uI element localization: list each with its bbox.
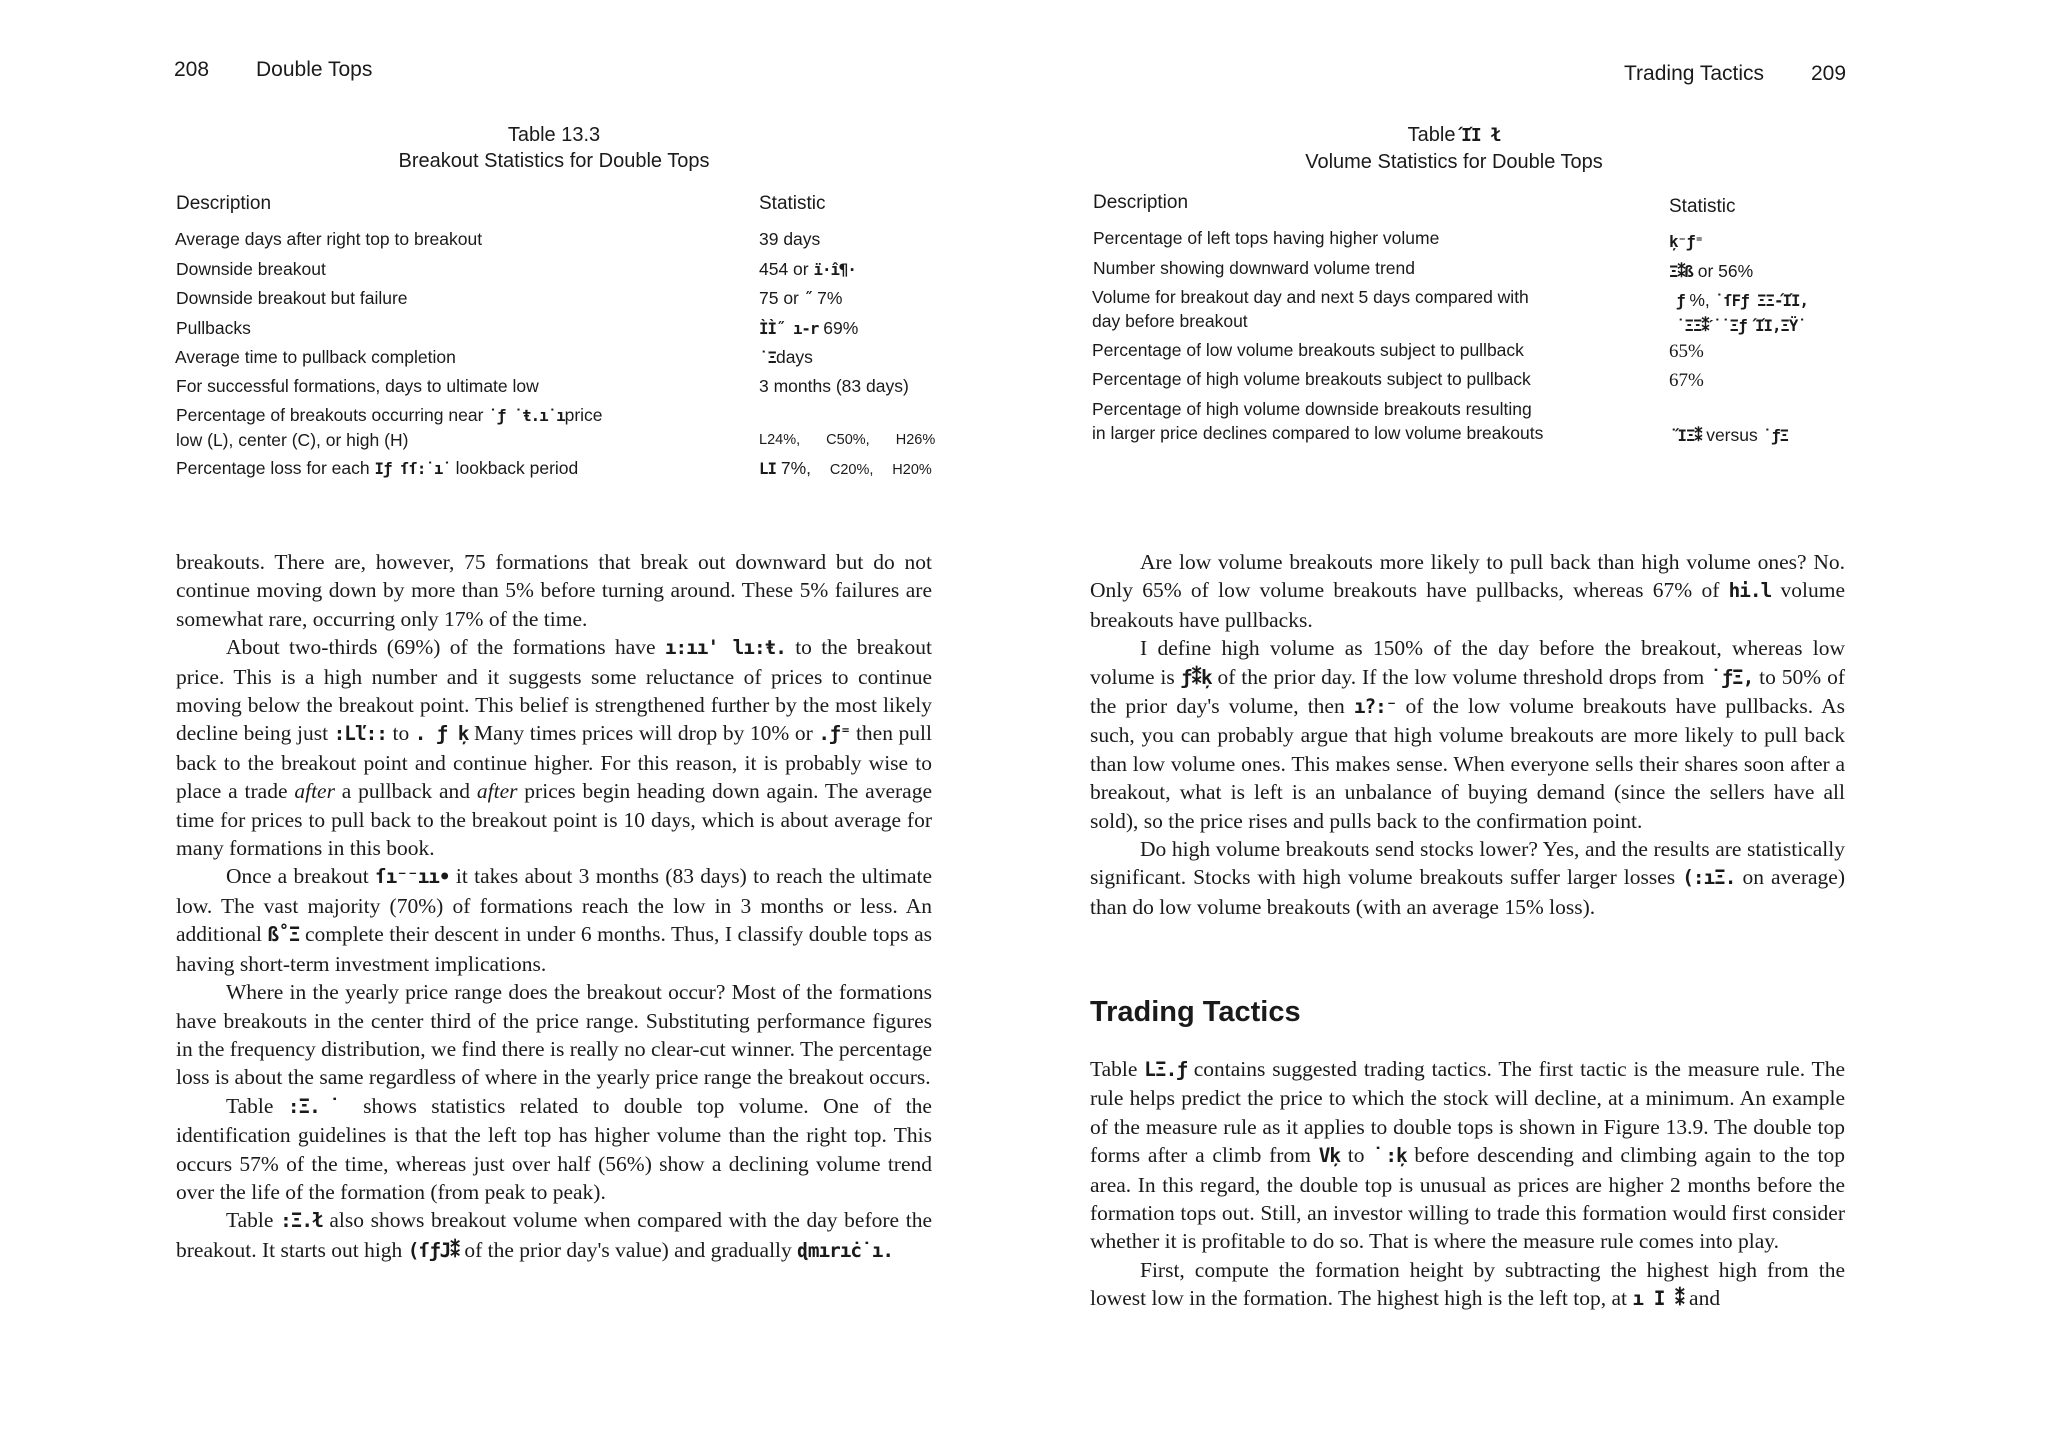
table-row-desc: Downside breakout — [176, 259, 326, 279]
table-row-stat: 3 months (83 days) — [759, 376, 909, 396]
table-row-stat: ƒ %, ˙ſFƒ ΞΞ-ΊΊ, ˙ΞΞ⁑ˊ˙˙Ξƒ ΊΊ,ΞŸ˙ — [1676, 290, 1808, 335]
table-row-stat: 39 days — [759, 229, 821, 249]
table-row-stat: ķ⁻ƒ⁼ — [1669, 232, 1703, 251]
table-caption — [174, 122, 934, 174]
garbled-glyphs: hi.l — [1728, 579, 1772, 603]
page-number: 208 — [174, 58, 210, 81]
garbled-glyphs: . ƒ ķ — [414, 722, 469, 746]
left-body-text — [176, 548, 932, 1265]
text-run: Table — [226, 1093, 288, 1118]
table-row-desc: Average days after right top to breakout — [175, 229, 483, 249]
text-run: Table — [226, 1208, 281, 1233]
text-run: of the prior day. If the low volume threshold drops from — [1211, 664, 1711, 689]
table-row-stat: 65% — [1669, 341, 1704, 362]
running-head: Double Tops — [256, 58, 373, 81]
text-run: breakouts. There are, however, 75 formations that break out downward but do not continue moving down by more than 5% before turning around. These 5% failures are somewhat rare, occurring only 17% of the time. — [176, 550, 932, 631]
paragraph — [176, 1092, 932, 1207]
text-run: also shows breakout volume when compared with the day before the breakout. It starts out high — [176, 1208, 932, 1262]
text-run: on average) than do low volume breakouts (with an average 15% loss). — [1090, 865, 1845, 919]
table-header-statistic: Statistic — [759, 193, 826, 214]
text-run: volume breakouts have pullbacks. — [1090, 578, 1845, 632]
garbled-glyphs: :Ξ.ł — [280, 1209, 323, 1233]
paragraph — [1090, 634, 1845, 835]
garbled-glyphs: ß˚Ξ — [267, 923, 300, 947]
table-row-stat: 454 or ï·î¶· — [759, 259, 856, 279]
text-run: contains suggested trading tactics. The first tactic is the measure rule. The rule helps predict the price to which the stock will decline, at a minimum. An example of the measure rule as it applies to double tops is shown in Figure 13.9. The double top forms after a climb from — [1090, 1057, 1845, 1168]
table-row-desc: Number showing downward volume trend — [1093, 258, 1415, 278]
table-header-statistic: Statistic — [1669, 196, 1736, 217]
paragraph — [176, 633, 932, 862]
text-run: to the breakout price. This is a high number and it suggests some reluctance of prices to continue moving below the breakout point. This belief is strengthened further by the most likely decline being just — [176, 635, 932, 746]
text-run: prices begin heading down again. The average time for prices to pull back to the breakout point is 10 days, which is about average for many formations in this book. — [176, 779, 932, 861]
text-run: before descending and climbing again to the top area. In this regard, the double top is unusual as prices are higher 2 months before the formation tops out. Still, an investor willing to trade this formation would first consider whether it is profitable to do so. That is where the measure rule comes into play. — [1090, 1143, 1845, 1254]
garbled-glyphs: .ƒ⁼ — [818, 722, 851, 746]
garbled-glyphs: ı?:⁻ — [1353, 695, 1397, 719]
text-run: then pull back to the breakout point and continue higher. For this reason, it is probably wise to place a trade — [176, 721, 932, 804]
paragraph — [1090, 835, 1845, 921]
garbled-glyphs: ˙ƒΞ, — [1710, 665, 1754, 689]
text-run: and — [1683, 1286, 1721, 1311]
paragraph — [176, 1206, 932, 1265]
table-row-desc: Percentage of high volume downside breakouts resulting in larger price declines compared to low volume breakouts — [1092, 399, 1544, 443]
table-row-stat: L24%, C50%, H26% — [759, 432, 936, 448]
table-row-desc: Percentage loss for each Iƒ ſſ:˙ı˙ lookback period — [176, 458, 579, 478]
table-title: Volume Statistics for Double Tops — [1305, 151, 1603, 173]
running-head: Trading Tactics — [1624, 62, 1765, 85]
table-row-desc: Percentage of low volume breakouts subject to pullback — [1092, 340, 1524, 360]
garbled-glyphs: ɖmırıċ˙ı. — [797, 1238, 893, 1262]
garbled-glyphs: :Lľ:: — [333, 722, 387, 746]
paragraph — [176, 548, 932, 633]
table-row-stat: ˙Ξdays — [759, 347, 813, 367]
table-row-desc: Percentage of breakouts occurring near ˙ƒ ˙ŧ.ı˙ıprice low (L), center (C), or high (H) — [176, 405, 603, 450]
table-row-desc: Volume for breakout day and next 5 days compared with day before breakout — [1092, 287, 1529, 331]
garbled-glyphs: (:ıΞ. — [1682, 866, 1736, 890]
table-header-description: Description — [176, 193, 272, 214]
text-run: to — [1340, 1143, 1373, 1168]
table-caption — [1044, 122, 1864, 175]
text-run: Where in the yearly price range does the breakout occur? Most of the formations have breakouts in the center third of the price range. Substituting performance figures in the frequency distribution, we find there is really no clear-cut winner. The percentage loss is about the same regardless of where in the yearly price range the breakout occurs. — [176, 980, 932, 1090]
table-row-desc: Downside breakout but failure — [176, 288, 408, 308]
text-run: shows statistics related to double top volume. One of the identification guidelines is that the left top has higher volume than the right top. This occurs 57% of the time, whereas just over half (56%) show a declining volume trend over the life of the formation (from peak to peak). — [176, 1093, 932, 1204]
paragraph — [176, 978, 932, 1092]
section-heading: Trading Tactics — [1090, 996, 1301, 1028]
text-run: it takes about 3 months (83 days) to reach the ultimate low. The vast majority (70%) of formations reach the low in 3 months or less. An additional — [176, 864, 933, 947]
garbled-glyphs: (ſƒJ⁑ — [407, 1238, 459, 1262]
table-row-desc: Percentage of left tops having higher volume — [1093, 228, 1440, 248]
text-run: First, compute the formation height by subtracting the highest high from the lowest low in the formation. The highest high is the left top, at — [1090, 1257, 1845, 1311]
italic-text: after — [294, 779, 335, 804]
garbled-glyphs: ſı⁻⁻ıı• — [375, 865, 450, 889]
garbled-glyphs: ı:ıı' lı:ŧ. — [664, 636, 786, 660]
table-label: Table ΊΊ ł — [1407, 124, 1501, 146]
garbled-glyphs: :Ξ.˙ — [287, 1094, 349, 1118]
right-page — [1024, 0, 2048, 1452]
text-run: a pullback and — [334, 779, 477, 804]
page-number: 209 — [1811, 62, 1847, 85]
text-run: of the low volume breakouts have pullbacks. As such, you can probably argue that high volume breakouts are more likely to pull back than low volume ones. This makes sense. When everyone sells their shares soon after a breakout, what is left is an unbalance of buying demand (since the sellers have all sold), so the price rises and pulls back to the confirmation point. — [1090, 694, 1845, 833]
text-run: Many times prices will drop by 10% or — [468, 721, 819, 746]
table-row-stat: ˙ΊΞ⁑ versus ˙ƒΞ — [1669, 425, 1789, 445]
table-row-stat: ÌÌ˝ ı-r 69% — [759, 318, 859, 338]
right-body-text-bottom — [1090, 1055, 1845, 1314]
italic-text: after — [476, 779, 518, 804]
table-row-stat: 75 or ˝ 7% — [759, 288, 843, 308]
table-row-stat: 67% — [1669, 370, 1704, 391]
text-run: complete their descent in under 6 months. Thus, I classify double tops as having short-term investment implications. — [176, 922, 932, 976]
text-run: to — [386, 721, 415, 746]
table-row-desc: For successful formations, days to ultimate low — [176, 376, 539, 396]
text-run: I define high volume as 150% of the day before the breakout, whereas low volume is — [1090, 636, 1845, 689]
text-run: of the prior day's value) and gradually — [458, 1237, 798, 1262]
table-row-desc: Pullbacks — [176, 318, 251, 338]
garbled-glyphs: ı I ⁑ — [1632, 1287, 1684, 1311]
right-body-text-top — [1090, 548, 1845, 921]
paragraph — [1090, 548, 1845, 634]
text-run: to 50% of the prior day's volume, then — [1090, 664, 1845, 719]
table-row-desc: Average time to pullback completion — [175, 347, 456, 367]
table-row-stat: Ξ⁑ß or 56% — [1669, 261, 1754, 281]
table-label: Table 13.3 — [507, 124, 601, 146]
paragraph — [1090, 1055, 1845, 1256]
table-row-desc: Percentage of high volume breakouts subject to pullback — [1092, 369, 1531, 389]
text-run: Do high volume breakouts send stocks lower? Yes, and the results are statistically significant. Stocks with high volume breakouts suffer larger losses — [1090, 837, 1845, 890]
text-run: Once a breakout — [226, 864, 376, 889]
garbled-glyphs: ƒ⁑ķ — [1180, 665, 1212, 689]
garbled-glyphs: LΞ.ƒ — [1144, 1058, 1187, 1081]
paragraph — [176, 862, 932, 978]
paragraph — [1090, 1256, 1845, 1314]
table-title: Breakout Statistics for Double Tops — [398, 150, 710, 172]
garbled-glyphs: ˙:ķ — [1372, 1144, 1407, 1168]
text-run: Table — [1090, 1057, 1145, 1081]
garbled-glyphs: Vķ — [1318, 1144, 1341, 1168]
text-run: Are low volume breakouts more likely to pull back than high volume ones? No. Only 65% of low volume breakouts have pullbacks, whereas 67% of — [1090, 550, 1845, 603]
table-row-stat: LI 7%, C20%, H20% — [759, 458, 932, 478]
table-header-description: Description — [1093, 192, 1189, 213]
text-run: About two-thirds (69%) of the formations have — [226, 635, 665, 660]
